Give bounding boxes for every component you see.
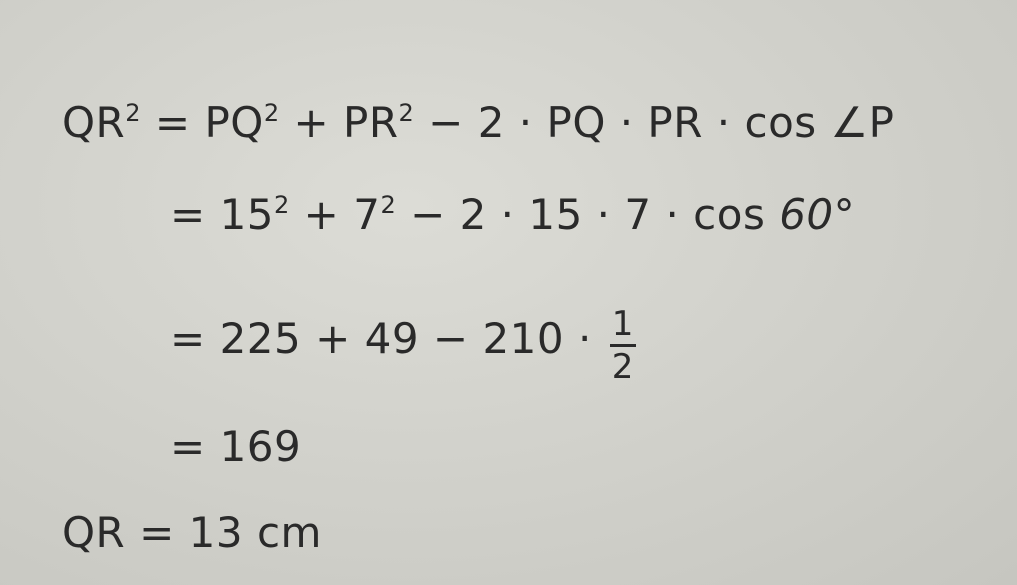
equals-sign: = <box>170 314 206 363</box>
seven-term: 7 <box>353 190 381 239</box>
one-half-fraction <box>610 304 636 387</box>
equals-sign: = <box>170 422 206 471</box>
pq-exponent: 2 <box>263 99 280 127</box>
fraction-numerator: 1 <box>610 304 636 347</box>
final-answer: 13 cm <box>188 508 322 557</box>
equation-line-1 <box>62 98 895 148</box>
result-value: 169 <box>219 422 302 471</box>
equation-line-4 <box>170 422 301 472</box>
pq-term: PQ <box>204 98 264 147</box>
angle-value: 60° <box>779 190 856 239</box>
equals-sign: = <box>139 508 175 557</box>
qr-term: QR <box>62 508 126 557</box>
seven-exponent: 2 <box>380 191 397 219</box>
pr-term: PR <box>343 98 399 147</box>
equation-line-2 <box>170 190 855 240</box>
equals-sign: = <box>154 98 191 147</box>
equals-sign: = <box>170 190 206 239</box>
qr-exponent: 2 <box>125 99 142 127</box>
cosine-term: − 2 · PQ · PR · cos ∠P <box>414 98 895 147</box>
equation-line-3 <box>170 300 636 387</box>
plus-sign: + <box>289 190 354 239</box>
arithmetic-expression: 225 + 49 − 210 · <box>219 314 592 363</box>
fifteen-exponent: 2 <box>274 191 290 219</box>
product-term: − 2 · 15 · 7 · cos <box>396 190 780 239</box>
pr-exponent: 2 <box>398 99 415 127</box>
equation-line-5 <box>62 508 322 558</box>
qr-term: QR <box>62 98 126 147</box>
fraction-denominator: 2 <box>611 347 634 387</box>
fifteen-term: 15 <box>219 190 275 239</box>
plus-sign: + <box>279 98 344 147</box>
